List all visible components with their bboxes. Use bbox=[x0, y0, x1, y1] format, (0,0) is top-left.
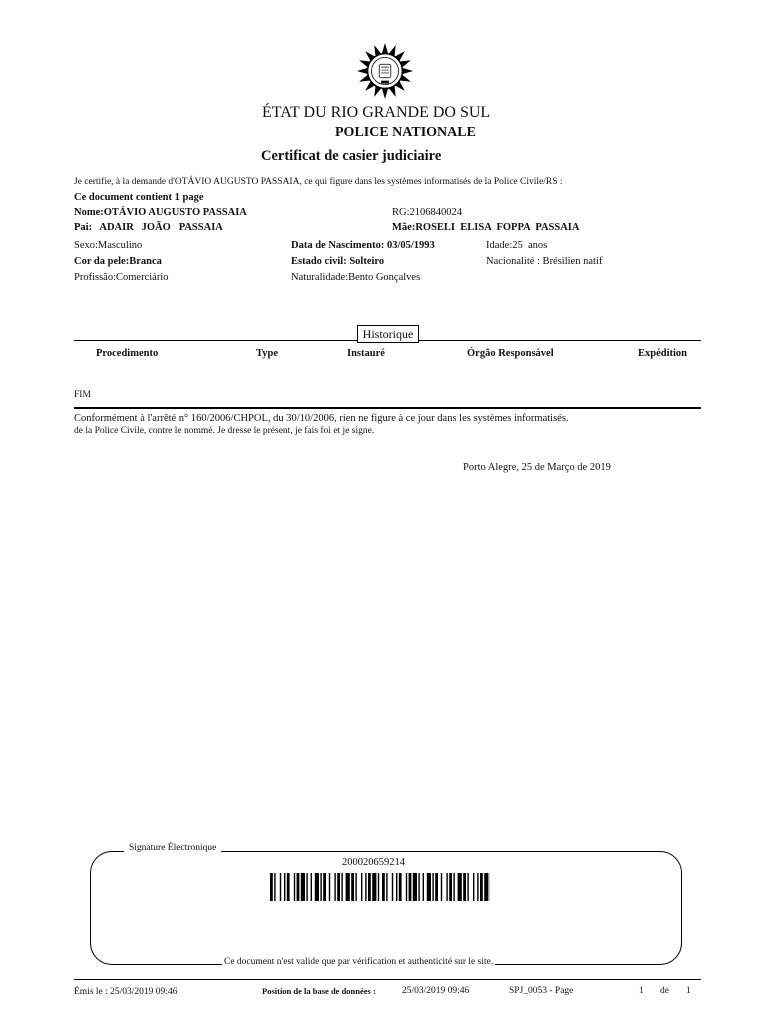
page-total: 1 bbox=[686, 986, 691, 996]
nome-label: Nome: bbox=[74, 207, 104, 218]
nacionalite-field: Nacionalité : Brésilien natif bbox=[486, 256, 603, 267]
signature-box bbox=[90, 851, 682, 965]
idade-field: Idade:25 anos bbox=[486, 240, 548, 251]
col-instaure: Instauré bbox=[347, 348, 385, 359]
profissao-field: Profissão:Comerciário bbox=[74, 272, 169, 283]
signature-code: 200020659214 bbox=[342, 857, 405, 868]
signature-label: Signature Électronique bbox=[124, 843, 221, 853]
db-position-value: 25/03/2019 09:46 bbox=[402, 986, 470, 996]
pai-field bbox=[74, 222, 223, 233]
mae-value: ROSELI ELISA FOPPA PASSAIA bbox=[415, 222, 580, 233]
pai-value: ADAIR JOÃO PASSAIA bbox=[99, 222, 223, 233]
page-count: Ce document contient 1 page bbox=[74, 192, 204, 203]
historique-bottom-rule bbox=[74, 407, 701, 409]
certificate-title: Certificat de casier judiciaire bbox=[261, 148, 442, 164]
page-number: 1 bbox=[639, 986, 644, 996]
naturalidade-field: Naturalidade:Bento Gonçalves bbox=[291, 272, 421, 283]
nascimento-field: Data de Nascimento: 03/05/1993 bbox=[291, 240, 435, 251]
conformity-line-1: Conformément à l'arrêté n° 160/2006/CHPOL, du 30/10/2006, rien ne figure à ce jour dans les systèmes informatisés. bbox=[74, 413, 569, 424]
conformity-line-2: de la Police Civile, contre le nommé. Je dresse le présent, je fais foi et je signe. bbox=[74, 426, 375, 436]
db-position-label: Position de la base de données : bbox=[262, 986, 376, 996]
cor-field: Cor da pele:Branca bbox=[74, 256, 162, 267]
page-of: de bbox=[660, 986, 669, 996]
intro-text: Je certifie, à la demande d'OTÁVIO AUGUSTO PASSAIA, ce qui figure dans les systèmes informatisés de la Police Civile/RS : bbox=[74, 177, 563, 187]
mae-field bbox=[392, 222, 579, 233]
estado-civil-field: Estado civil: Solteiro bbox=[291, 256, 385, 267]
sexo-field: Sexo:Masculino bbox=[74, 240, 143, 251]
place-date: Porto Alegre, 25 de Março de 2019 bbox=[463, 462, 611, 473]
pai-label: Pai: bbox=[74, 222, 93, 233]
state-seal-icon bbox=[356, 42, 414, 100]
footer-rule bbox=[74, 979, 701, 980]
form-code: SPJ_0053 - Page bbox=[509, 986, 574, 996]
col-orgao: Órgão Responsável bbox=[467, 348, 554, 359]
mae-label: Mãe: bbox=[392, 222, 416, 233]
state-title: ÉTAT DU RIO GRANDE DO SUL bbox=[262, 104, 491, 121]
rg-field: RG:2106840024 bbox=[392, 207, 463, 218]
col-expedition: Expédition bbox=[638, 348, 688, 359]
historique-title: Historique bbox=[357, 325, 419, 343]
col-type: Type bbox=[256, 348, 278, 359]
nome-field bbox=[74, 207, 247, 218]
validity-note: Ce document n'est valide que par vérification et authenticité sur le site. bbox=[224, 957, 494, 967]
fim-marker: FIM bbox=[74, 390, 91, 400]
col-procedimento: Procedimento bbox=[96, 348, 159, 359]
police-title: POLICE NATIONALE bbox=[335, 125, 476, 140]
nome-value: OTÁVIO AUGUSTO PASSAIA bbox=[103, 207, 247, 218]
emis-date: Émis le : 25/03/2019 09:46 bbox=[74, 987, 178, 997]
barcode-icon bbox=[270, 873, 490, 901]
